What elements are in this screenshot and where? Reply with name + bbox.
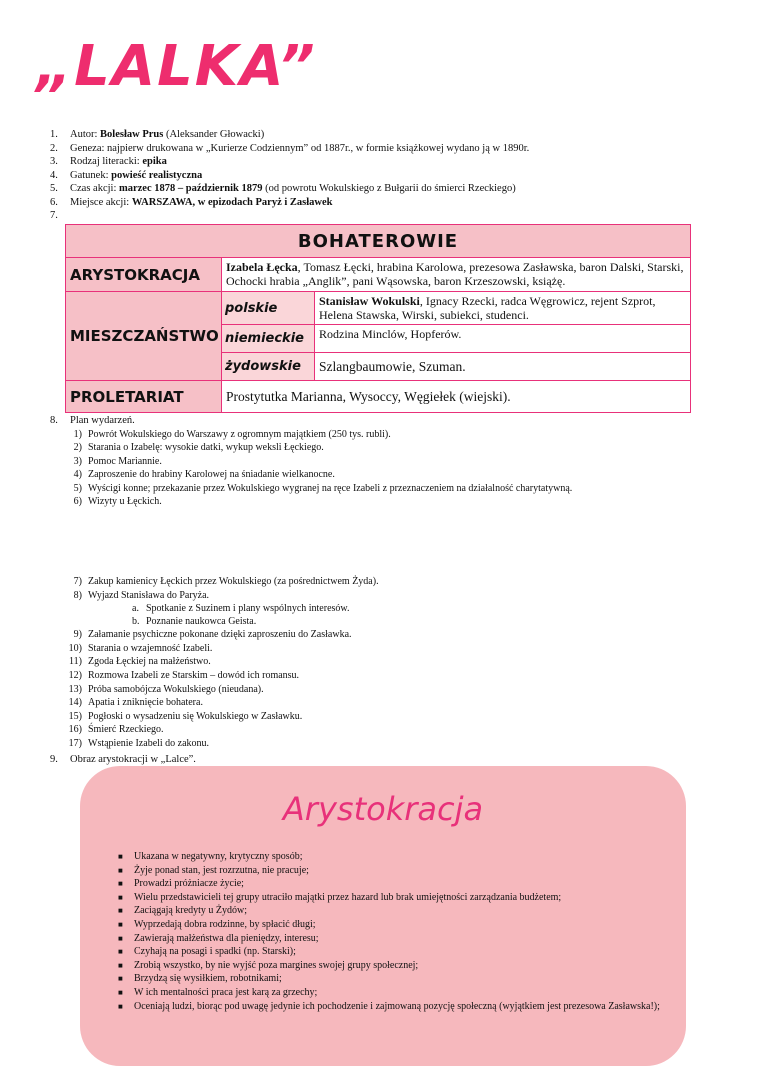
info-rest: (Aleksander Głowacki) xyxy=(163,129,265,140)
document-title: „LALKA” xyxy=(36,34,317,99)
plan-item xyxy=(60,655,379,669)
aristocracy-bullet-item xyxy=(118,850,678,864)
jewish-label: żydowskie xyxy=(222,353,315,381)
aristocracy-lead: Izabela Łęcka xyxy=(226,260,298,274)
plan-item-text: Pogłoski o wysadzeniu się Wokulskiego w Zasławku. xyxy=(88,710,303,722)
polish-rest: , Ignacy Rzecki, radca Węgrowicz, rejent Szprot, Helena Stawska, Wirski, subiekci, studenci. xyxy=(319,294,656,322)
plan-item-text: Pomoc Mariannie. xyxy=(88,455,162,467)
bullet-icon: ■ xyxy=(118,974,123,984)
plan-item-num: 15) xyxy=(68,710,82,722)
plan-item-num: 8) xyxy=(73,589,82,601)
info-rest: (od powrotu Wokulskiego z Bułgarii do śmierci Rzeckiego) xyxy=(262,183,516,194)
item9-num: 9. xyxy=(50,754,58,765)
plan-item-text: Starania o Izabelę: wysokie datki, wykup weksli Łęckiego. xyxy=(88,442,324,454)
plan-item-num: 16) xyxy=(68,724,82,736)
plan-item-num: 4) xyxy=(73,469,82,481)
info-item xyxy=(50,209,529,223)
plan-item xyxy=(60,683,379,697)
plan-item xyxy=(60,575,379,589)
aristocracy-bullet-item xyxy=(118,918,678,932)
info-bold: powieść realistyczna xyxy=(111,169,203,181)
plan-item-num: 17) xyxy=(68,737,82,749)
info-label: Gatunek: xyxy=(70,169,112,181)
plan-item xyxy=(60,642,379,656)
aristocracy-bullet-item xyxy=(118,864,678,878)
plan-item xyxy=(60,696,379,710)
info-item xyxy=(50,155,529,169)
plan-item xyxy=(60,589,379,603)
info-num: 3. xyxy=(50,156,58,167)
aristocracy-rest: , Tomasz Łęcki, hrabina Karolowa, prezesowa Zasławska, baron Dalski, Starski, Ochocki hrabia „Anglik”, pani Wąsowska, baron Krzeszowski, książę. xyxy=(226,260,684,288)
info-item xyxy=(50,128,529,142)
plan-item xyxy=(60,723,379,737)
bullet-icon: ■ xyxy=(118,919,123,929)
bullet-icon: ■ xyxy=(118,865,123,875)
bourgeoisie-label: MIESZCZAŃSTWO xyxy=(66,292,222,381)
plan-item-text: Powrót Wokulskiego do Warszawy z ogromnym majątkiem (250 tys. rubli). xyxy=(88,428,391,440)
info-bold: WARSZAWA, w epizodach Paryż i Zasławek xyxy=(131,196,333,208)
plan-list-a xyxy=(50,428,572,510)
plan-item xyxy=(60,495,572,509)
plan-item-num: 11) xyxy=(69,656,82,668)
bullet-text: Czyhają na posagi i spadki (np. Starski); xyxy=(134,946,296,958)
plan-item-num: 6) xyxy=(73,496,82,508)
jewish-value: Szlangbaumowie, Szuman. xyxy=(315,353,691,381)
plan-item-text: Starania o wzajemność Izabeli. xyxy=(88,642,213,654)
polish-lead: Stanisław Wokulski xyxy=(319,294,420,308)
aristocracy-bullet-item xyxy=(118,945,678,959)
info-item xyxy=(50,182,529,196)
bullet-icon: ■ xyxy=(118,947,123,957)
plan-item xyxy=(60,482,572,496)
item9 xyxy=(50,753,196,767)
info-item xyxy=(50,196,529,210)
polish-value xyxy=(315,292,691,325)
plan-item xyxy=(60,669,379,683)
bullet-icon: ■ xyxy=(118,1001,123,1011)
plan-item xyxy=(60,428,572,442)
plan-item-text: Śmierć Rzeckiego. xyxy=(88,724,164,736)
plan-item-num: 5) xyxy=(73,482,82,494)
plan-item xyxy=(60,455,572,469)
aristocracy-bullets xyxy=(118,850,678,1013)
plan-num: 8. xyxy=(50,415,58,426)
plan-item-text: Zakup kamienicy Łęckich przez Wokulskiego (za pośrednictwem Żyda). xyxy=(88,576,379,587)
plan-item xyxy=(60,441,572,455)
bullet-text: Ukazana w negatywny, krytyczny sposób; xyxy=(134,851,303,862)
info-label: Miejsce akcji: xyxy=(70,196,132,208)
info-label: Czas akcji: xyxy=(70,183,119,194)
info-num: 5. xyxy=(50,183,58,194)
aristocracy-bullet-item xyxy=(118,972,678,986)
plan-item-num: 2) xyxy=(73,442,82,454)
heroes-table xyxy=(65,224,691,413)
plan-list-b xyxy=(50,575,379,751)
plan-item-num: 10) xyxy=(68,642,82,654)
polish-label: polskie xyxy=(222,292,315,325)
plan-item-text: Zgoda Łęckiej na małżeństwo. xyxy=(88,656,211,668)
info-label: Rodzaj literacki: xyxy=(70,156,143,167)
bullet-text: Wyprzedają dobra rodzinne, by spłacić długi; xyxy=(134,918,316,930)
bullet-icon: ■ xyxy=(118,852,123,861)
plan-item-text: Rozmowa Izabeli ze Starskim – dowód ich romansu. xyxy=(88,669,300,681)
heroes-header: BOHATEROWIE xyxy=(66,225,691,258)
german-value: Rodzina Minclów, Hopferów. xyxy=(315,325,691,353)
bullet-text: Brzydzą się wysiłkiem, robotnikami; xyxy=(134,973,282,985)
info-label: Autor: xyxy=(70,129,101,140)
proletariat-label: PROLETARIAT xyxy=(66,381,222,413)
plan-subitem-text: Poznanie naukowca Geista. xyxy=(146,616,257,628)
aristocracy-bullet-item xyxy=(118,1000,678,1014)
info-num: 1. xyxy=(50,129,58,140)
plan-item-text: Wstąpienie Izabeli do zakonu. xyxy=(88,737,210,749)
plan-subitem-num: a. xyxy=(132,603,139,615)
plan-item-num: 12) xyxy=(68,669,82,681)
item9-label: Obraz arystokracji w „Lalce”. xyxy=(70,754,196,765)
plan-item-num: 9) xyxy=(73,629,82,641)
plan-item-num: 3) xyxy=(73,455,82,467)
plan-item-text: Apatia i zniknięcie bohatera. xyxy=(88,697,203,709)
info-bold: epika xyxy=(142,156,167,167)
aristocracy-bullet-item xyxy=(118,959,678,973)
plan-item-text: Wyścigi konne; przekazanie przez Wokulskiego wygranej na ręce Izabeli z przeznaczeniem na działalność charytatywną. xyxy=(88,482,573,494)
plan-subitem-text: Spotkanie z Suzinem i plany wspólnych interesów. xyxy=(146,603,350,615)
info-label: Geneza: najpierw drukowana w „Kurierze Codziennym” od 1887r., w formie książkowej wydano ją w 1890r. xyxy=(70,142,530,154)
plan-heading xyxy=(50,414,572,428)
info-item xyxy=(50,169,529,183)
aristocracy-bullet-item xyxy=(118,877,678,891)
plan-item-text: Wyjazd Stanisława do Paryża. xyxy=(88,589,210,601)
info-bold: Bolesław Prus xyxy=(100,129,164,140)
plan-subitem-num: b. xyxy=(132,616,140,628)
info-list xyxy=(50,128,529,223)
info-item xyxy=(50,142,529,156)
plan-subitem xyxy=(60,615,379,628)
bullet-text: Wielu przedstawicieli tej grupy utraciło majątki przez hazard lub brak umiejętności zarządzania budżetem; xyxy=(134,891,562,903)
plan-label: Plan wydarzeń. xyxy=(70,415,135,426)
plan-item xyxy=(60,628,379,642)
plan-item xyxy=(60,468,572,482)
info-num: 2. xyxy=(50,142,58,154)
aristocracy-bullet-item xyxy=(118,986,678,1000)
plan-item-num: 1) xyxy=(73,428,82,440)
bullet-icon: ■ xyxy=(118,960,123,970)
bullet-icon: ■ xyxy=(118,987,123,997)
bullet-icon: ■ xyxy=(118,906,123,916)
aristocracy-label: ARYSTOKRACJA xyxy=(66,258,222,292)
plan-item xyxy=(60,737,379,751)
plan-item-num: 14) xyxy=(68,697,82,709)
plan-item-num: 7) xyxy=(73,576,82,587)
plan-item-text: Załamanie psychiczne pokonane dzięki zaproszeniu do Zasławka. xyxy=(88,629,352,641)
plan-item xyxy=(60,710,379,724)
bullet-icon: ■ xyxy=(118,879,123,889)
info-bold: marzec 1878 – październik 1879 xyxy=(118,183,263,194)
plan-item-text: Wizyty u Łęckich. xyxy=(88,496,162,508)
aristocracy-bullet-item xyxy=(118,932,678,946)
aristocracy-bullet-item xyxy=(118,904,678,918)
aristocracy-box-title: Arystokracja xyxy=(282,790,484,828)
plan-section xyxy=(50,414,572,509)
bullet-text: Zrobią wszystko, by nie wyjść poza margines swojej grupy społecznej; xyxy=(134,959,419,971)
aristocracy-box xyxy=(80,766,686,1066)
info-num: 7. xyxy=(50,210,58,221)
plan-subitem xyxy=(60,602,379,615)
plan-item-num: 13) xyxy=(68,683,82,695)
plan-item-text: Próba samobójcza Wokulskiego (nieudana). xyxy=(88,683,264,695)
bullet-text: Żyje ponad stan, jest rozrzutna, nie pracuje; xyxy=(134,864,309,876)
info-num: 6. xyxy=(50,196,58,208)
bullet-text: Zaciągają kredyty u Żydów; xyxy=(134,905,248,917)
info-num: 4. xyxy=(50,169,58,181)
plan-item-text: Zaproszenie do hrabiny Karolowej na śniadanie wielkanocne. xyxy=(88,469,335,481)
aristocracy-bullet-item xyxy=(118,891,678,905)
proletariat-value: Prostytutka Marianna, Wysoccy, Węgiełek (wiejski). xyxy=(222,381,691,413)
aristocracy-value xyxy=(222,258,691,292)
bullet-icon: ■ xyxy=(118,892,123,902)
bullet-text: Prowadzi próżniacze życie; xyxy=(134,878,244,890)
bullet-text: Oceniają ludzi, biorąc pod uwagę jedynie ich pochodzenie i zajmowaną pozycję społeczną (wyjątkiem jest prezesowa Zasławska!); xyxy=(134,1000,660,1012)
german-label: niemieckie xyxy=(222,325,315,353)
bullet-text: Zawierają małżeństwa dla pieniędzy, interesu; xyxy=(134,932,319,944)
bullet-text: W ich mentalności praca jest karą za grzechy; xyxy=(134,986,318,998)
bullet-icon: ■ xyxy=(118,933,123,943)
